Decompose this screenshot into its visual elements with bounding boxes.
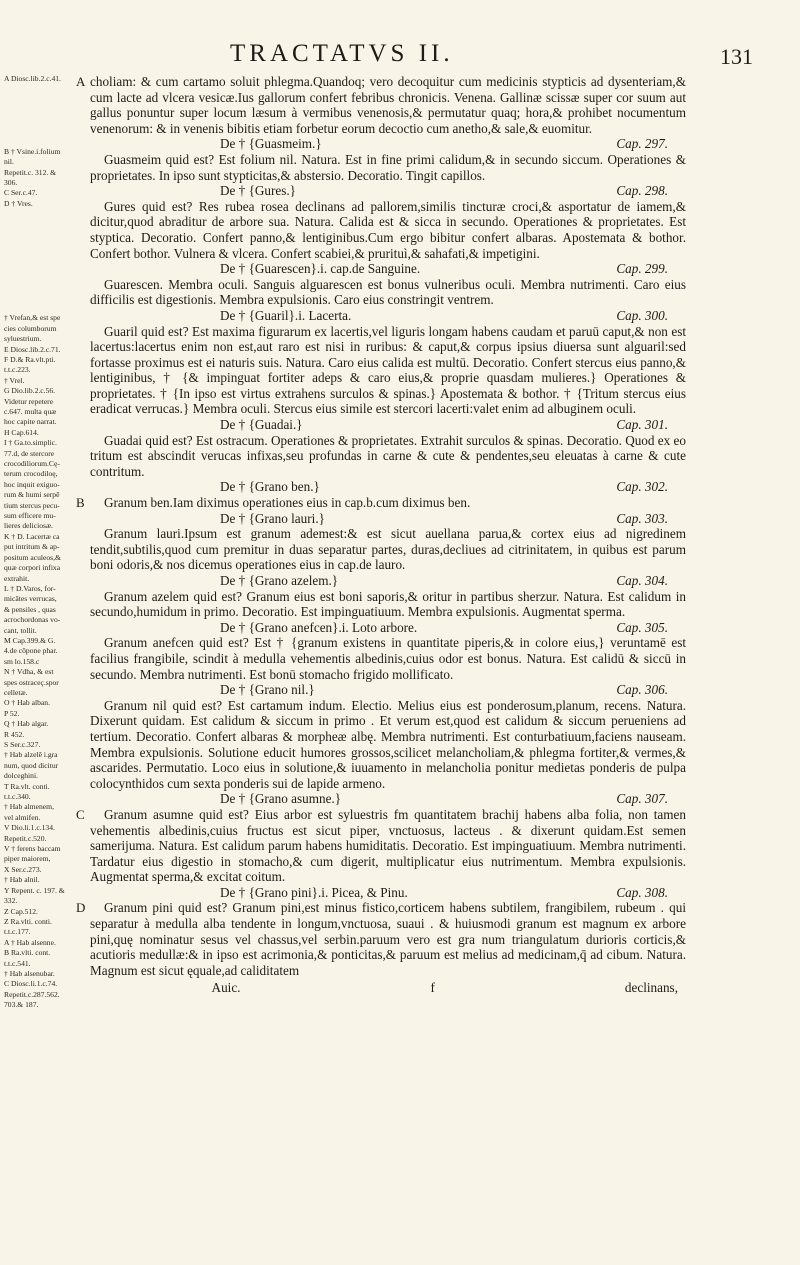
margin-note: L † D.Varos, for- <box>4 583 56 593</box>
body-paragraph: Granum asumne quid est? Eius arbor est syluestris fm quantitatem brachij habens alba folia, non tamen vehementis albedinis,cuius fructus est sicut piper, vnctuosus, lacteus . & dixerunt quidam.Est semen samerijuma. Natura. Est calidum parum habens humiditatis. Decoratio. Est impinguatiuum. Membra nutrimenti. Tardatur eius digestio in stomacho,& cum digerit, multiplicatur eius nutrimentum. Membra expulsionis. Augmentat sperma,& excitat coitum. <box>90 806 686 885</box>
body-paragraph: Granum anefcen quid est? Est † {granum existens in quantitate piperis,& in colore eius,} veruntamē est facilius frangibile, scindit à medulla vehementis albedinis,cuius odor est bonus. Natura. Est calidū & siccū in secundo. Membra nutrimenti. Est bonū stomacho frigido mollificato. <box>90 635 686 682</box>
margin-note: K † D. Lacertæ ca <box>4 531 60 541</box>
catchwords-line <box>90 980 686 996</box>
margin-note: † Vrefan,& est spe <box>4 313 61 323</box>
margin-note <box>4 116 76 126</box>
chapter-number: Cap. 298. <box>616 183 668 199</box>
chapter-title: De † {Grano nil.} <box>220 682 315 698</box>
margin-note: † Hab alsenubar. <box>4 968 55 978</box>
margin-note: R 452. <box>4 729 25 739</box>
margin-note <box>4 105 76 115</box>
margin-note: G Dio.lib.2.c.56. <box>4 386 56 396</box>
margin-note: nil. <box>4 157 14 167</box>
chapter-title: De † {Gures.} <box>220 183 297 199</box>
chapter-heading <box>90 573 686 589</box>
chapter-number: Cap. 300. <box>616 307 668 323</box>
running-head: TRACTATVS II. <box>230 40 454 67</box>
margin-note: terum crocodiloę, <box>4 469 58 479</box>
margin-note: celletæ. <box>4 687 28 697</box>
section-letter: D <box>76 900 86 915</box>
body-paragraph: Guasmeim quid est? Est folium nil. Natura. Est in fine primi calidum,& in secundo siccum. Operationes & proprietates. In ipso sunt stypticitas,& abstersio. Decoratio. Tingit capillos. <box>90 151 686 183</box>
margin-note: positum aculeos,& <box>4 552 61 562</box>
margin-note: Repetit.c.520. <box>4 833 47 843</box>
margin-note: sm lo.158.c <box>4 656 40 666</box>
margin-note: V Dio.li.1.c.134. <box>4 823 55 833</box>
margin-note: N † Vdha, & est <box>4 667 54 677</box>
margin-note: syluestrium. <box>4 334 42 344</box>
chapter-number: Cap. 302. <box>616 479 668 495</box>
body-paragraph: Guadai quid est? Est ostracum. Operationes & proprietates. Extrahit surculos & spinas. Decoratio. Quod ex eo tritum est abscindit verucas infixas,seu profundas in carne & cute & pendentes,seu eleuatas à carne & cute contritum. <box>90 432 686 479</box>
chapter-title: De † {Guaril}.i. Lacerta. <box>220 307 352 323</box>
chapter-title: De † {Grano anefcen}.i. Loto arbore. <box>220 619 418 635</box>
margin-note: t.t.c.340. <box>4 792 31 802</box>
chapter-heading <box>90 620 686 636</box>
margin-note: hoc capite narrat. <box>4 417 57 427</box>
margin-note <box>4 282 76 292</box>
margin-note: t.t.c.223. <box>4 365 31 375</box>
chapter-heading <box>90 511 686 527</box>
margin-note: micātes verrucas, <box>4 594 57 604</box>
chapter-number: Cap. 306. <box>616 682 668 698</box>
chapter-heading <box>90 183 686 199</box>
chapter-number: Cap. 308. <box>616 884 668 900</box>
chapter-number: Cap. 301. <box>616 417 668 433</box>
chapter-heading <box>90 885 686 901</box>
margin-note <box>4 95 76 105</box>
margin-note: Z Cap.512. <box>4 906 38 916</box>
margin-note: 306. <box>4 178 18 188</box>
chapter-heading <box>90 682 686 698</box>
margin-note: cant, tollit. <box>4 625 37 635</box>
chapter-title: De † {Guadai.} <box>220 417 303 433</box>
margin-note <box>4 84 76 94</box>
margin-note: Repetit.c.287.562. <box>4 989 60 999</box>
margin-note: O † Hab alban. <box>4 698 50 708</box>
folio-number: 131 <box>720 44 753 69</box>
chapter-heading <box>90 791 686 807</box>
margin-note <box>4 272 76 282</box>
section-letter: A <box>76 74 86 89</box>
margin-note: lieres deliciosæ. <box>4 521 53 531</box>
margin-note: V † ferens baccam <box>4 844 61 854</box>
margin-note: c.647. multa quæ <box>4 407 57 416</box>
margin-note: Z Ra.vlti. conti. <box>4 916 52 926</box>
margin-note: A Diosc.lib.2.c.41. <box>4 74 61 83</box>
margin-note: vel almifen. <box>4 812 41 822</box>
catchword-next-word: declinans, <box>624 980 678 996</box>
section-letter: B <box>76 495 85 510</box>
margin-note: sum efficere mu- <box>4 511 56 521</box>
margin-note: num, quod dicitur <box>4 760 59 770</box>
chapter-title: De † {Grano pini}.i. Picea, & Pinu. <box>220 884 408 900</box>
catchword-signature: Auic. <box>211 980 241 996</box>
margin-note: 77.d, de stercore <box>4 448 55 458</box>
main-text <box>90 74 686 996</box>
body-paragraph: Granum pini quid est? Granum pini,est minus fistico,corticem habens subtilem, frangibilem, rubeum . qui separatur à medulla alba tendente in longum,vnctuosa, suaui . & huiusmodi granum est magnum ex arbore pini,quę nominatur sesus vel chassus,vel serbin.paruum vero est gra num triangulatum durioris corticis,& acutioris medullæ:& in ipso est acrimonia,& ponticitas,& paruum est melius ad medicinam,q̄ ad cibum. Natura. Magnum est sicut ęquale,ad caliditatem <box>90 900 686 978</box>
margin-note: & pensiles , quas <box>4 604 56 614</box>
chapter-number: Cap. 299. <box>616 261 668 277</box>
chapter-title: De † {Grano lauri.} <box>220 510 325 526</box>
margin-note: † Hab almenem, <box>4 802 54 812</box>
margin-note: acrochordonas vo- <box>4 615 61 625</box>
margin-note: 703.& 187. <box>4 1000 39 1010</box>
margin-note: † Hab alzelē i.gra <box>4 750 58 760</box>
section-letter: C <box>76 807 85 822</box>
margin-note: crocodiliorum.Cę- <box>4 459 60 469</box>
margin-note: H Cap.614. <box>4 427 39 437</box>
body-paragraph: Granum nil quid est? Est cartamum indum. Electio. Melius eius est ponderosum,planum, recens. Natura. Dixerunt quidam. Est calidum & siccum in primo . Et verum est,quod est calidum & siccum perueniens ad tertium. Decoratio. Confert albaras & morpheæ albę. Membra nutrimenti. Est conturbatiuum,faciens nauseam. Membra expulsionis. Solutione educit humores grossos,scilicet melancholiam,& phlegma fortiter,& vermes,& ascarides. Permutatio. Loco eius in solutione,& iuuamento in melancholia ponitur medietas ponderis de pulpa colocynthidos cum sexta ponderis sui de lapide armeno. <box>90 697 686 791</box>
margin-note: dolceghini. <box>4 771 38 781</box>
margin-note <box>4 209 76 219</box>
body-paragraph: Granum ben.Iam diximus operationes eius in cap.b.cum diximus ben. <box>104 495 471 511</box>
margin-note: hoc inquit exiguo- <box>4 479 60 489</box>
page-header <box>0 40 800 74</box>
margin-note: A † Hab alsenne. <box>4 937 56 947</box>
chapter-heading <box>90 308 686 324</box>
margin-note: cies columborum <box>4 323 57 333</box>
margin-note: spes ostraceç.spor <box>4 677 59 687</box>
margin-note <box>4 251 76 261</box>
margin-note: C Ser.c.47. <box>4 188 38 198</box>
chapter-title: De † {Grano asumne.} <box>220 791 342 807</box>
margin-note <box>4 261 76 271</box>
margin-note: E Diosc.lib.2.c.71. <box>4 344 61 354</box>
body-paragraph: choliam: & cum cartamo soluit phlegma.Quandoq; vero decoquitur cum medicinis stypticis ad dysenteriam,& cum lacte ad vlcera vesicæ.Ius gallorum confert febribus chronicis. Venena. Gallinæ scissæ super cor suum aut gallus ponuntur super locum læsum à vermibus venenosis,& permutatur quaq; hora,& prohibet nocumentum venenorum: & in venenis bibitis etiam forbetur eorum decoctio cum anetho,& sale,& euomitur. <box>90 74 686 136</box>
chapter-number: Cap. 297. <box>616 136 668 152</box>
margin-note: D † Vres. <box>4 198 33 208</box>
body-paragraph: Gures quid est? Res rubea rosea declinans ad pallorem,similis tincturæ croci,& asportatur de iamem,& dicitur,quod abraditur de arbore sua. Natura. Calida est & sicca in secundo. Operationes & proprietates. Est styptica. Decoratio. Confert panno,& lentiginibus.Cum ergo bibitur confert albaras. Apostemata & bothor. Confert bothor. Vulnera & vlcera. Confert scabiei,& prurituì,& sahafati,& impetigini. <box>90 198 686 261</box>
chapter-number: Cap. 303. <box>616 510 668 526</box>
margin-note <box>4 241 76 251</box>
margin-note: Y Repent. c. 197. & <box>4 885 65 895</box>
margin-note: Q † Hab algar. <box>4 719 49 729</box>
margin-note: I † Ga.to.simplic. <box>4 438 57 448</box>
margin-notes <box>4 74 76 1011</box>
section-letters <box>76 0 90 1265</box>
margin-note: F D.& Ra.vlt.pti. <box>4 354 56 364</box>
chapter-heading <box>90 261 686 277</box>
margin-note: t.t.c.177. <box>4 927 31 937</box>
body-paragraph: Granum azelem quid est? Granum eius est boni saporis,& oritur in partibus sherzur. Natura. Est calidum in secundo,humidum in primo. Decoratio. Est impinguatiuum. Membra expulsionis. Augmentat sperma. <box>90 588 686 620</box>
margin-note <box>4 230 76 240</box>
margin-note <box>4 220 76 230</box>
margin-note <box>4 136 76 146</box>
margin-note: S Ser.c.327. <box>4 740 41 749</box>
margin-note: 332. <box>4 896 18 906</box>
margin-note: M Cap.399.& G. <box>4 635 56 645</box>
margin-note: B † Vsine.i.folium <box>4 146 61 156</box>
margin-note: t.t.c.541. <box>4 958 31 968</box>
catchword-quire: f <box>430 980 435 996</box>
margin-note: put intritum & ap- <box>4 542 60 552</box>
margin-note: X Ser.c.273. <box>4 864 42 874</box>
chapter-number: Cap. 307. <box>616 791 668 807</box>
chapter-title: De † {Guasmeim.} <box>220 136 322 152</box>
margin-note: extrahit. <box>4 573 30 583</box>
body-paragraph: Guarescen. Membra oculi. Sanguis alguarescen est bonus vulneribus oculi. Membra nutrimenti. Caro eius difficilis est digestionis. Membra expulsionis. Caro eius constringit ventrem. <box>90 276 686 308</box>
margin-note: † Vrel. <box>4 375 25 385</box>
body-paragraph: Guaril quid est? Est maxima figurarum ex lacertis,vel liguris longam habens caudam et paruū caput,& non est lacertus:lacertus enim non est,aut raro est nisi in ruribus: & caput,& corpus ipsius diuersa sunt alguaril:sed fortasse proximus est ei naturis suis. Natura. Caro eius calida est multū. Decoratio. Confert stercus eius panno,& lentiginibus, † {& impinguat fortiter adeps & caro eius,& proprie quasdam mulieres.} Operationes & proprietates. † {In ipso est virtus extrahens surculos & spinas.} Apostemata & bothor. † {Tritum stercus eius eradicat verrucas.} Membra oculi. Stercus eius simile est stercori lacerti:valet enim ad albuginem oculi. <box>90 323 686 417</box>
margin-note: Repetit.c. 312. & <box>4 167 57 177</box>
chapter-title: De † {Grano ben.} <box>220 479 320 495</box>
chapter-heading <box>90 136 686 152</box>
margin-note: B Ra.vlti. cont. <box>4 948 51 958</box>
margin-note: quæ corpori infixa <box>4 563 61 573</box>
margin-note: P 52. <box>4 708 20 718</box>
chapter-title: De † {Grano azelem.} <box>220 573 339 588</box>
margin-note <box>4 303 76 313</box>
margin-note: † Hab alnil. <box>4 875 40 885</box>
body-paragraph: Granum lauri.Ipsum est granum ademest:& est sicut auellana parua,& cortex eius ad nigredinem tendit,subtilis,quod cum premitur in duas separatur partes, duras,decliues ad citrinitatem, in quibus est parum boni odoris,& nos dicemus operationes eius in cap.de lauro. <box>90 526 686 573</box>
chapter-number: Cap. 305. <box>616 619 668 635</box>
margin-note: Videtur repetere <box>4 396 54 406</box>
margin-note: 4.de cōpone phar. <box>4 646 58 656</box>
margin-note: C Diosc.li.1.c.74. <box>4 979 58 989</box>
chapter-title: De † {Guarescen}.i. cap.de Sanguine. <box>220 261 421 277</box>
margin-note: T Ra.vlt. conti. <box>4 781 50 791</box>
margin-note <box>4 293 76 303</box>
chapter-number: Cap. 304. <box>616 573 668 588</box>
margin-note <box>4 126 76 136</box>
chapter-heading <box>90 479 686 495</box>
margin-note: piper maiorem, <box>4 854 51 864</box>
margin-note: tium stercus pecu- <box>4 500 60 510</box>
chapter-heading <box>90 417 686 433</box>
margin-note: rum & humi serpē <box>4 490 60 500</box>
